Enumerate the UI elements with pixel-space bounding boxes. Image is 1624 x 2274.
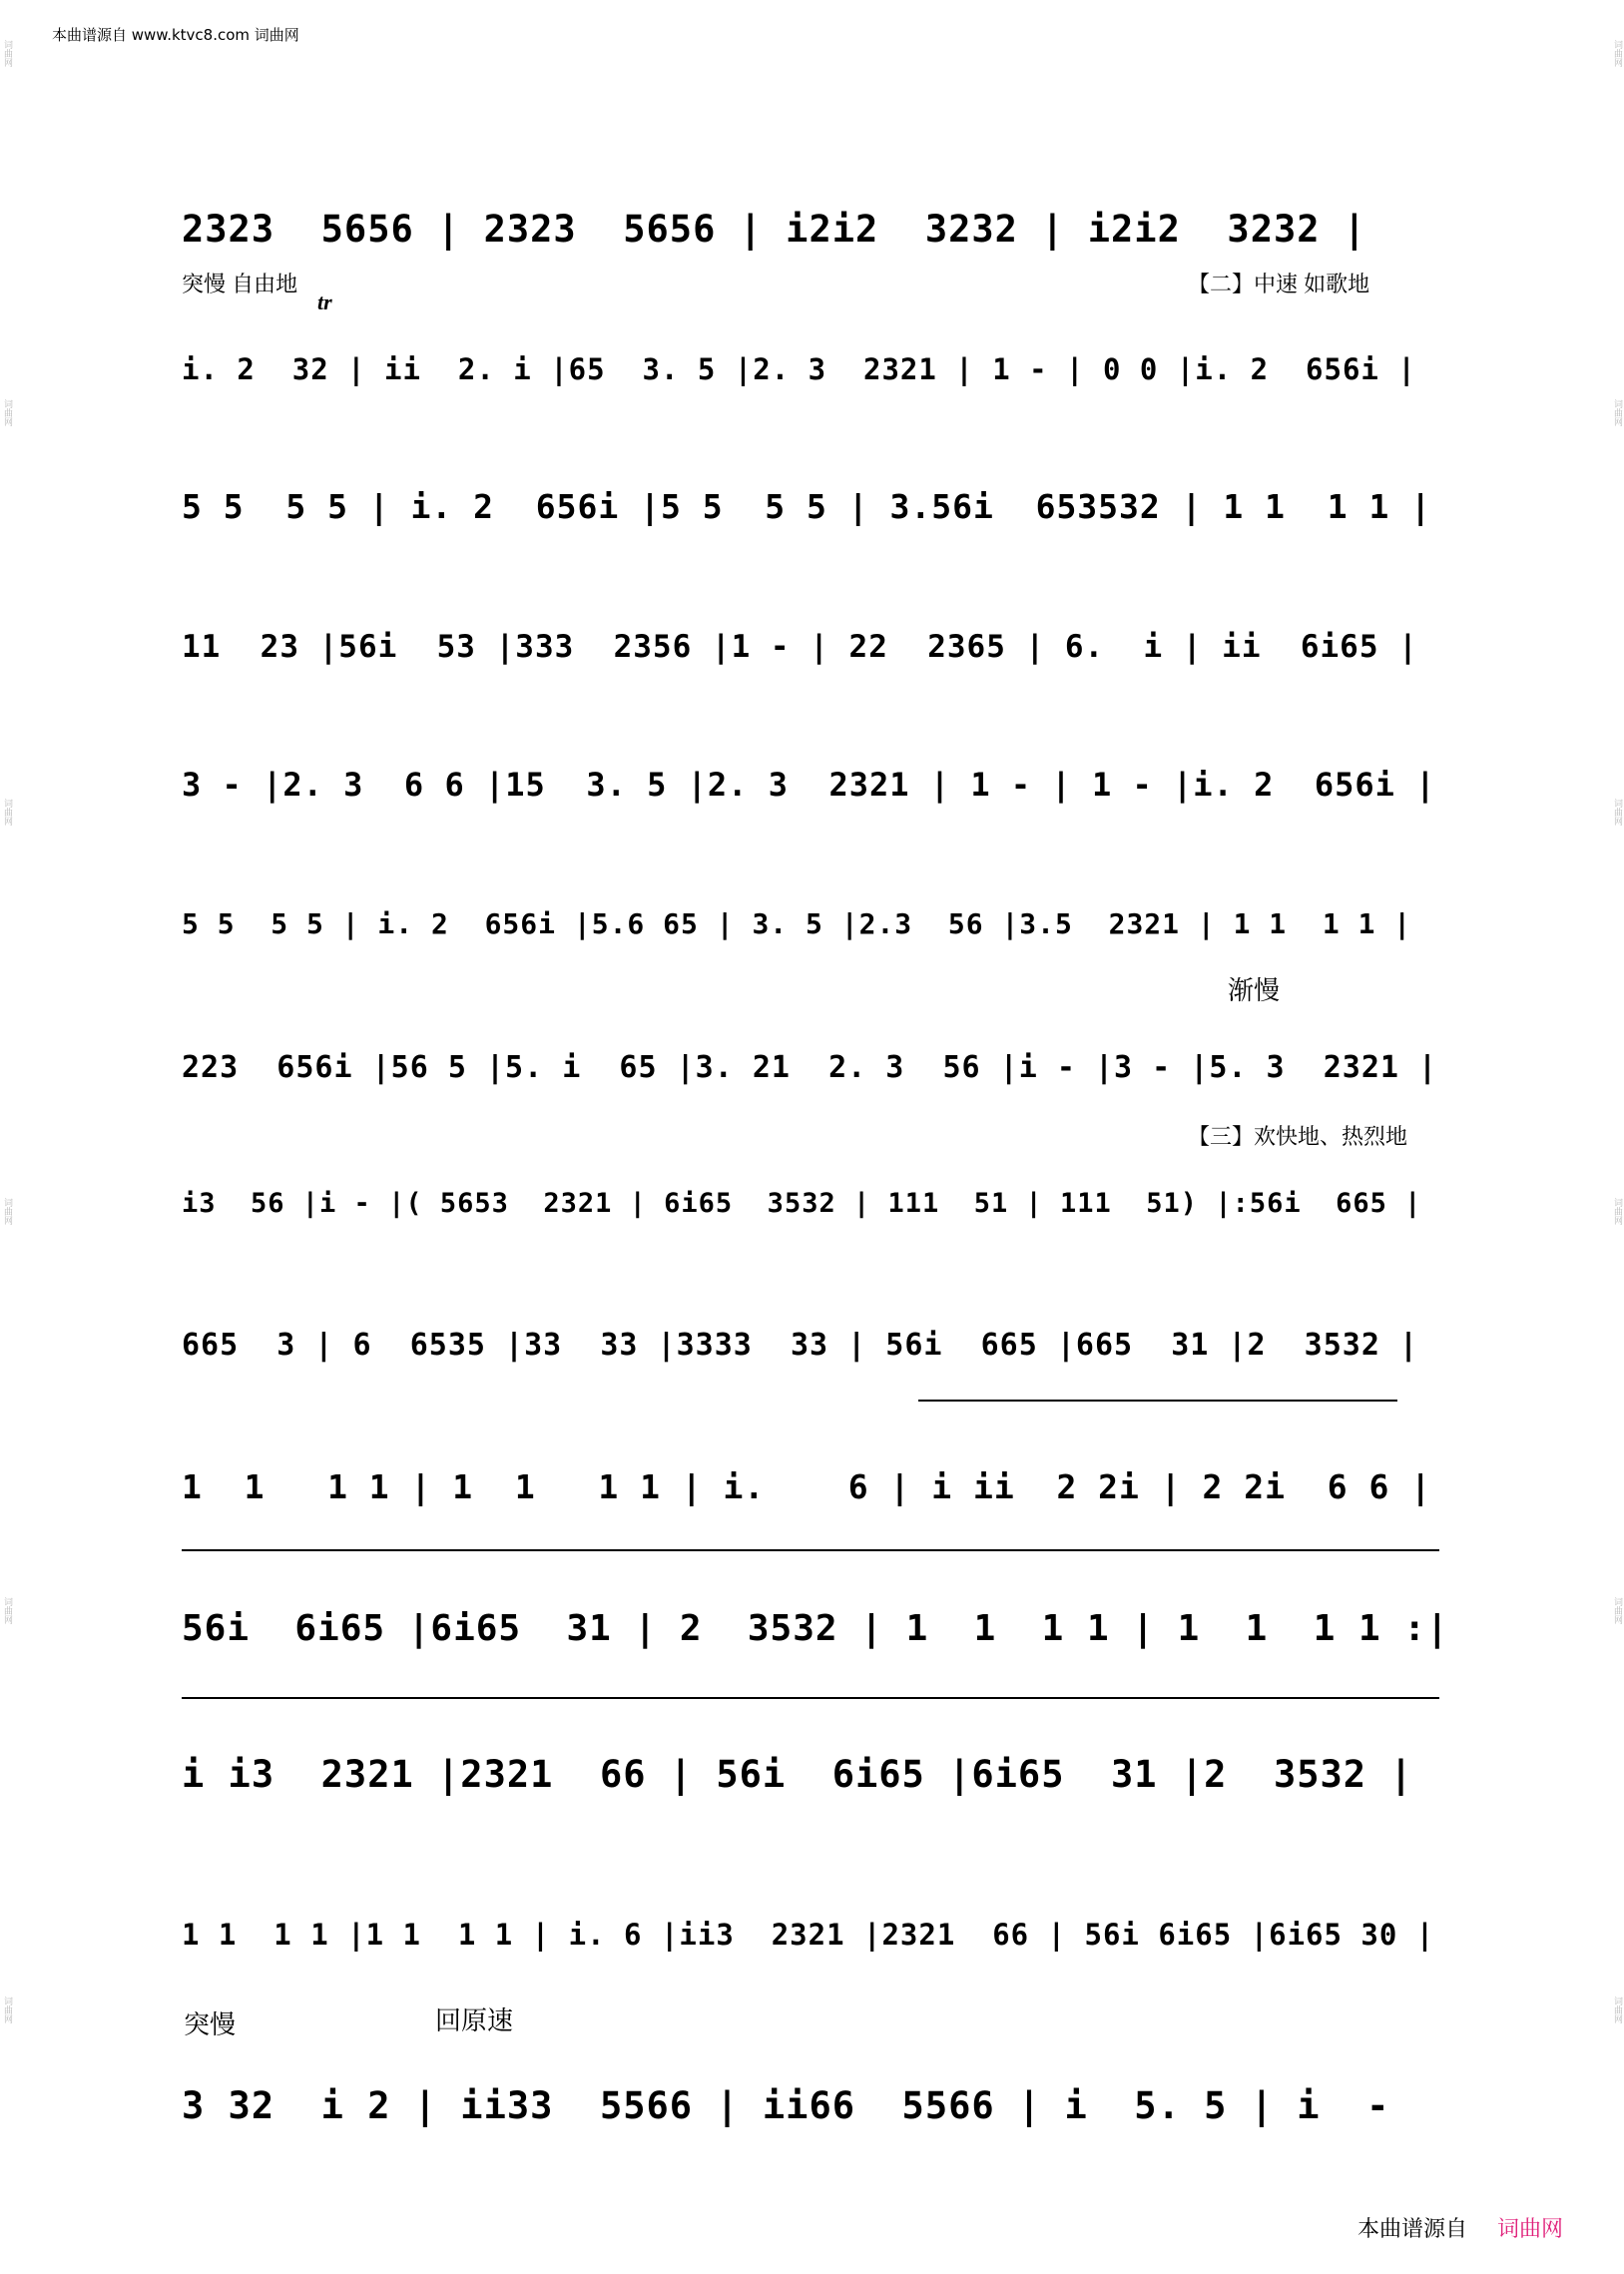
right-watermark-text: 词曲网: [1612, 799, 1622, 826]
notation-line-9: [182, 1316, 1449, 1376]
notation-text: 1 1 1 1 |1 1 1 1 | i. 6 |ii3 2321 |2321 66 | 56i 6i65 |6i65 30 |: [182, 1918, 1435, 1952]
notation-line-7: [182, 1038, 1449, 1098]
left-watermark-text: 词曲网: [2, 1198, 12, 1225]
trill-marking: tr: [317, 289, 332, 314]
right-watermark-text: 词曲网: [1612, 399, 1622, 426]
notation-text: 56i 6i65 |6i65 31 | 2 3532 | 1 1 1 1 | 1 1 1 1 :|: [182, 1608, 1449, 1649]
right-watermark-text: 词曲网: [1612, 1996, 1622, 2023]
first-ending-bracket-continued: [182, 1549, 1439, 1551]
notation-text: i. 2 32 | ii 2. i |65 3. 5 |2. 3 2321 | 1 - | 0 0 |i. 2 656i |: [182, 352, 1416, 386]
first-ending-bracket: [918, 1400, 1397, 1402]
notation-line-3: [182, 477, 1449, 537]
tempo-marking-sudden-slow: 突慢 自由地: [182, 272, 298, 296]
notation-text: i i3 2321 |2321 66 | 56i 6i65 |6i65 31 |2 3532 |: [182, 1753, 1413, 1796]
source-note: 本曲谱源自 www.ktvc8.com 词曲网: [52, 26, 299, 44]
left-watermark-strip: [0, 0, 14, 2274]
right-watermark-text: 词曲网: [1612, 40, 1622, 67]
notation-line-2: [182, 339, 1449, 399]
section-three-marking: 【三】欢快地、热烈地: [1188, 1124, 1408, 1149]
notation-line-4: [182, 617, 1449, 677]
left-watermark-text: 词曲网: [2, 1996, 12, 2023]
notation-text: 11 23 |56i 53 |333 2356 |1 - | 22 2365 | 6. i | ii 6i65 |: [182, 629, 1418, 665]
notation-text: 665 3 | 6 6535 |33 33 |3333 33 | 56i 665 |665 31 |2 3532 |: [182, 1328, 1418, 1363]
footer-site-link[interactable]: 词曲网: [1497, 2217, 1564, 2242]
footer-source-label: 本曲谱源自: [1357, 2217, 1468, 2242]
left-watermark-text: 词曲网: [2, 1597, 12, 1624]
notation-line-8: [182, 1174, 1449, 1234]
notation-text: i3 56 |i - |( 5653 2321 | 6i65 3532 | 111 51 | 111 51) |:56i 665 |: [182, 1188, 1422, 1219]
notation-text: 223 656i |56 5 |5. i 65 |3. 21 2. 3 56 |i - |3 - |5. 3 2321 |: [182, 1050, 1438, 1085]
right-watermark-text: 词曲网: [1612, 1198, 1622, 1225]
right-watermark-strip: [1610, 0, 1624, 2274]
notation-line-6: [182, 894, 1449, 954]
notation-line-12: [182, 1745, 1449, 1805]
notation-line-5: [182, 755, 1449, 815]
section-two-marking: 【二】中速 如歌地: [1188, 272, 1370, 296]
notation-line-14: [182, 2076, 1449, 2136]
notation-text: 2323 5656 | 2323 5656 | i2i2 3232 | i2i2 3232 |: [182, 208, 1367, 251]
left-watermark-text: 词曲网: [2, 40, 12, 67]
notation-text: 5 5 5 5 | i. 2 656i |5 5 5 5 | 3.56i 653532 | 1 1 1 1 |: [182, 487, 1432, 526]
notation-text: 5 5 5 5 | i. 2 656i |5.6 65 | 3. 5 |2.3 56 |3.5 2321 | 1 1 1 1 |: [182, 907, 1412, 940]
notation-line-11: [182, 1599, 1449, 1659]
tempo-marking-a-tempo: 回原速: [435, 2005, 514, 2035]
notation-text: 3 32 i 2 | ii33 5566 | ii66 5566 | i 5. 5 | i -: [182, 2084, 1413, 2127]
notation-line-1: [182, 200, 1449, 260]
right-watermark-text: 词曲网: [1612, 1597, 1622, 1624]
notation-text: 1 1 1 1 | 1 1 1 1 | i. 6 | i ii 2 2i | 2 2i 6 6 |: [182, 1467, 1432, 1506]
notation-line-13: [182, 1905, 1449, 1965]
tempo-marking-sudden-slow-2: 突慢: [184, 2009, 237, 2039]
notation-text: 3 - |2. 3 6 6 |15 3. 5 |2. 3 2321 | 1 - | 1 - |i. 2 656i |: [182, 766, 1436, 804]
left-watermark-text: 词曲网: [2, 799, 12, 826]
second-ending-bracket: [182, 1697, 1439, 1699]
notation-line-10: [182, 1457, 1449, 1517]
left-watermark-text: 词曲网: [2, 399, 12, 426]
tempo-marking-gradually-slow: 渐慢: [1228, 975, 1281, 1005]
